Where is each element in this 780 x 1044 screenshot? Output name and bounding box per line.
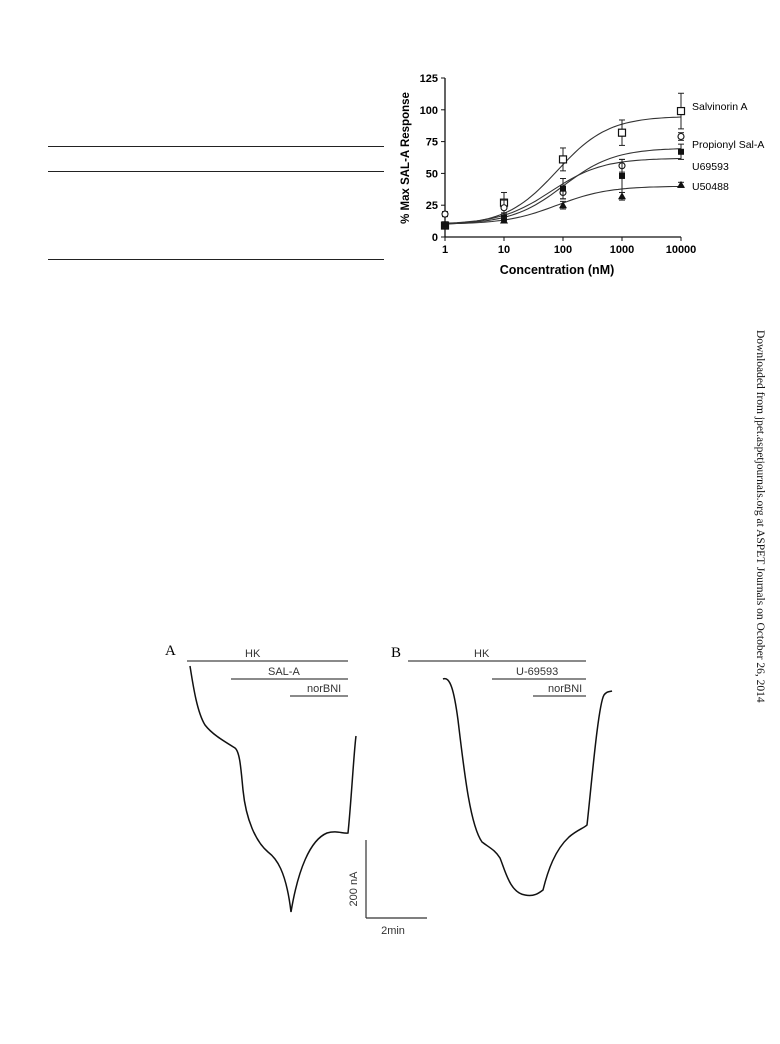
series-label: U50488 [692,181,729,194]
table-top-rule [48,146,384,147]
data-point [560,186,566,192]
panel-b-bar-label-hk: HK [474,648,490,660]
concentration-response-chart [395,70,765,285]
data-point [618,192,626,199]
table-bottom-rule [48,259,384,260]
panel-b-bar-label-u69593: U-69593 [516,666,559,678]
download-watermark: Downloaded from jpet.aspetjournals.org at ASPET Journals on October 26, 2014 [754,330,766,703]
data-point [442,211,448,217]
chart-y-tick-label: 75 [425,136,438,149]
series-label: Salvinorin A [692,100,748,113]
panel-a-bar-label-sal-a: SAL-A [268,666,300,678]
panel-b-bar-label-norbni: norBNI [548,683,583,695]
panel-a-letter: A [165,643,176,659]
chart-x-tick-label: 1 [441,244,449,256]
chart-data-points [441,93,685,229]
data-point [678,149,684,155]
chart-y-axis-label: % Max SAL-A Response [400,92,412,224]
current-traces-figure [150,630,620,940]
series-label: Propionyl Sal-A [692,139,765,152]
chart-y-tick-label: 100 [419,104,438,117]
panel-b-current-trace [443,679,612,896]
chart-y-tick-label: 125 [419,73,438,85]
data-point [678,108,685,115]
chart-x-tick-label: 10 [497,244,511,256]
panel-a-bar-label-norbni: norBNI [307,683,342,695]
data-point [501,205,507,211]
chart-y-tick-label: 50 [425,168,438,181]
data-point [619,173,625,179]
chart-y-tick-label: 0 [431,232,438,244]
chart-series-labels [692,101,764,193]
chart-x-tick-label: 10000 [665,244,697,256]
table-header-rule [48,171,384,172]
chart-x-tick-label: 1000 [609,244,635,256]
panel-a-current-trace [190,666,356,912]
data-point [619,129,626,136]
scale-bar-time-label: 2min [381,925,405,937]
chart-axes [420,73,697,256]
chart-x-axis-label: Concentration (nM) [499,263,615,277]
panel-a-bar-label-hk: HK [245,648,261,660]
panel-b-letter: B [391,645,402,661]
chart-x-tick-label: 100 [553,244,573,256]
chart-y-tick-label: 25 [425,200,438,213]
scale-bar-current-label: 200 nA [348,871,360,907]
series-label: U69593 [692,160,729,173]
data-point [678,134,684,140]
data-point [560,156,567,163]
